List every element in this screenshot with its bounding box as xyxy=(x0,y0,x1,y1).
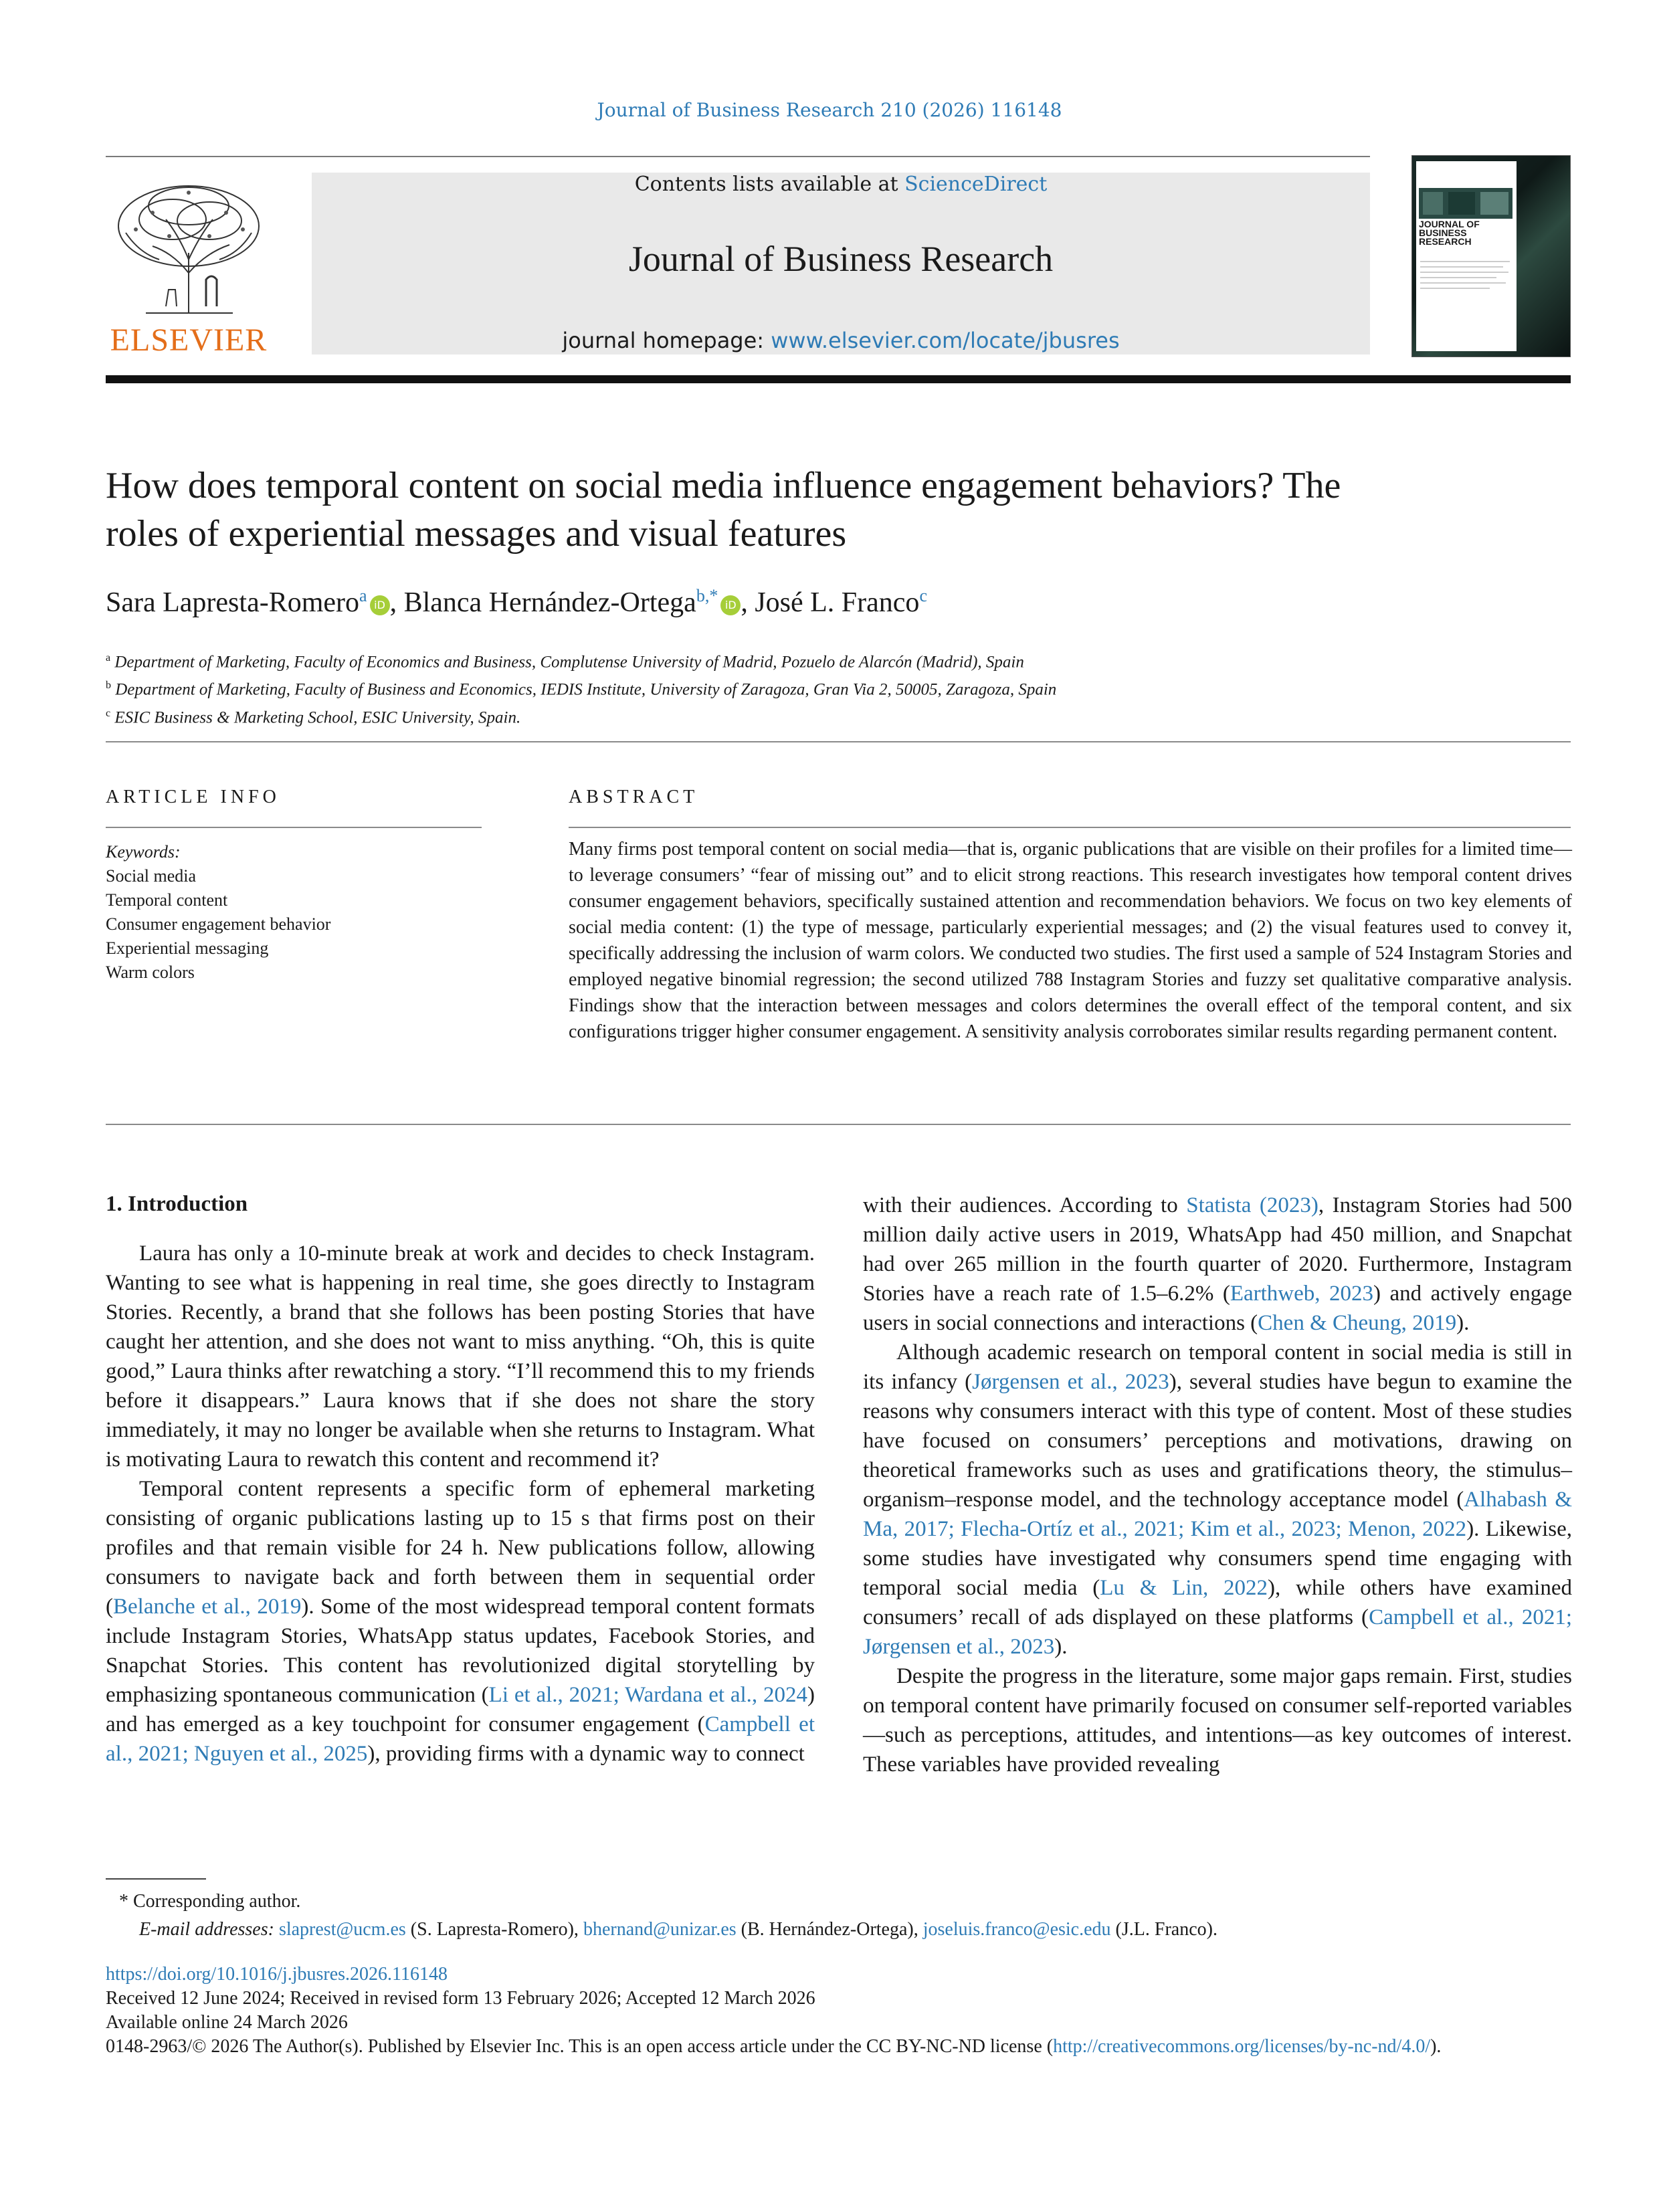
affiliation-item: $^b$ Department of Marketing, Faculty of Business and Economics, IEDIS Institute, University of Zaragoza, Gran Via 2, 50005, Zaragoza, Spain xyxy=(106,680,1057,699)
footnote-rule xyxy=(106,1878,206,1880)
footnote xyxy=(119,1888,1217,1944)
citation-link[interactable]: Alhabash & Ma, 2017; Flecha-Ortíz et al., 2021; Kim et al., 2023; Menon, 2022 xyxy=(863,1488,1572,1541)
author-name[interactable]: Sara Lapresta-Romero xyxy=(106,587,360,618)
author-list: Sara Lapresta-Romero$^a$ iD , Blanca Hernández-Ortega$^{b,*}$ iD , José L. Franco$^c$ xyxy=(106,586,927,618)
contents-line: Contents lists available at ScienceDirect xyxy=(634,173,1048,196)
abstract-text: Many firms post temporal content on social media—that is, organic publications that are visible on their profiles for a limited time—to leverage consumers’ “fear of missing out” and to elicit strong reactions. This research investigates how temporal content drives consumer engagement behaviors, specifically sustained attention and recommendation behaviors. We focus on two key elements of social media content: (1) the type of message, particularly experiential messages; and (2) the visual features used to convey it, specifically addressing the inclusion of warm colors. We conducted two studies. The first used a sample of 524 Instagram Stories and employed negative binomial regression; the second utilized 788 Instagram Stories and fuzzy set qualitative comparative analysis. Findings show that the interaction between messages and colors determines the overall effect of the temporal content, and six configurations trigger higher consumer engagement. A sensitivity analysis corroborates similar results regarding permanent content. xyxy=(569,839,1572,1042)
publication-info xyxy=(106,1963,1571,2059)
paragraph-text: Despite the progress in the literature, some major gaps remain. First, studies on temporal content have primarily focused on consumer self-reported variables—such as perceptions, attitudes, and intentions—as key outcomes of interest. These variables have provided revealing xyxy=(863,1664,1572,1777)
keyword-item: Consumer engagement behavior xyxy=(106,914,331,934)
paragraph-text: ), several studies have begun to examine the reasons why consumers interact with this type of content. Most of these studies have focused on consumers’ perceptions and motivations, drawing on theoretical frameworks such as uses and gratifications theory, the stimulus–organism–response model, and the technology acceptance model ( xyxy=(863,1370,1572,1512)
affiliation-marker[interactable]: c xyxy=(919,586,927,605)
article-title: How does temporal content on social media influence engagement behaviors? The roles of experiential messages and visual features xyxy=(106,465,1341,555)
article-info-rule xyxy=(106,827,482,828)
keyword-item: Temporal content xyxy=(106,890,228,910)
paragraph-text: ). Likewise, some studies have investigated why consumers spend time engaging with temporal social media ( xyxy=(863,1517,1573,1600)
author-name[interactable]: Blanca Hernández-Ortega xyxy=(403,587,696,618)
affiliation-item: $^a$ Department of Marketing, Faculty of Economics and Business, Complutense University of Madrid, Pozuelo de Alarcón (Madrid), Spain xyxy=(106,652,1024,672)
citation-link[interactable]: Chen & Cheung, 2019 xyxy=(1258,1311,1457,1335)
sciencedirect-link[interactable]: ScienceDirect xyxy=(904,173,1048,196)
affiliation-marker[interactable]: a xyxy=(359,586,367,605)
citation-link[interactable]: Jørgensen et al., 2023 xyxy=(972,1370,1169,1394)
abstract-bottom-rule xyxy=(106,1124,1571,1125)
journal-banner xyxy=(312,173,1370,355)
paragraph-text: ), providing firms with a dynamic way to connect xyxy=(367,1742,805,1766)
journal-cover-thumbnail[interactable] xyxy=(1411,155,1571,357)
paragraph-text: , Instagram Stories had 500 million daily active users in 2019, WhatsApp had 450 million, and Snapchat had over 265 million in the fourth quarter of 2020. Furthermore, Instagram Stories have a reach rate of 1.5–6.2% ( xyxy=(863,1193,1572,1306)
paragraph-text: ). Some of the most widespread temporal content formats include Instagram Stories, WhatsApp status updates, Facebook Stories, and Snapchat Stories. This content has revolutionized digital storytelling by emphasizing spontaneous communication ( xyxy=(106,1595,815,1707)
license-statement: 0148-2963/© 2026 The Author(s). Published by Elsevier Inc. This is an open access article under the CC BY-NC-ND license (http://creativecommons.org/licenses/by-nc-nd/4.0/). xyxy=(106,2036,1442,2057)
abstract-heading: ABSTRACT xyxy=(569,787,699,807)
body-right-column xyxy=(863,1191,1572,1779)
affiliation-item: $^c$ ESIC Business & Marketing School, ESIC University, Spain. xyxy=(106,707,521,726)
section-heading-introduction: 1. Introduction xyxy=(106,1192,248,1216)
email-link[interactable]: bhernand@unizar.es xyxy=(583,1919,737,1940)
homepage-link[interactable]: www.elsevier.com/locate/jbusres xyxy=(771,328,1120,353)
orcid-icon[interactable]: iD xyxy=(370,595,390,615)
available-online: Available online 24 March 2026 xyxy=(106,2012,348,2033)
paragraph-text: Laura has only a 10-minute break at work and decides to check Instagram. Wanting to see what is happening in real time, she goes directly to Instagram Stories. Recently, a brand that she follows has been posting Stories that have caught her attention, and she does not want to miss anything. “Oh, this is quite good,” Laura thinks after rewatching a story. “I’ll recommend this to my friends before it disappears.” Laura knows that if she does not share the story immediately, it may no longer be available when she returns to Instagram. What is motivating Laura to rewatch this content and recommend it? xyxy=(106,1241,815,1472)
citation-link[interactable]: Li et al., 2021; Wardana et al., 2024 xyxy=(488,1683,807,1707)
paragraph-text: ) and actively engage users in social connections and interactions ( xyxy=(863,1282,1572,1335)
keyword-item: Social media xyxy=(106,866,197,886)
header-thick-rule xyxy=(106,375,1571,383)
citation-link[interactable]: Belanche et al., 2019 xyxy=(113,1595,302,1619)
body-paragraph xyxy=(106,1239,815,1474)
tree-icon xyxy=(106,173,272,320)
article-info-heading: ARTICLE INFO xyxy=(106,787,280,807)
paragraph-text: ) and has emerged as a key touchpoint for consumer engagement ( xyxy=(106,1683,815,1736)
author-name[interactable]: José L. Franco xyxy=(755,587,920,618)
keyword-item: Warm colors xyxy=(106,963,195,982)
paragraph-text: Although academic research on temporal content in social media is still in its infancy ( xyxy=(863,1340,1572,1394)
journal-title: Journal of Business Research xyxy=(628,239,1054,279)
keyword-item: Experiential messaging xyxy=(106,938,269,958)
affiliations-rule xyxy=(106,741,1571,742)
abstract-rule xyxy=(569,827,1571,828)
header-rule xyxy=(106,156,1370,157)
paragraph-text: ). xyxy=(1054,1635,1068,1659)
email-addresses: E-mail addresses: slaprest@ucm.es (S. Lapresta-Romero), bhernand@unizar.es (B. Hernández-Ortega), joseluis.franco@esic.edu (J.L. Franco). xyxy=(139,1919,1217,1940)
citation-link[interactable]: Earthweb, 2023 xyxy=(1230,1282,1374,1306)
keywords-label: Keywords: xyxy=(106,842,181,862)
citation-link[interactable]: Campbell et al., 2021; Nguyen et al., 2025 xyxy=(106,1712,815,1766)
body-left-column xyxy=(106,1239,815,1769)
email-link[interactable]: slaprest@ucm.es xyxy=(278,1919,406,1940)
body-paragraph xyxy=(106,1474,815,1769)
cover-art xyxy=(1416,161,1517,351)
license-link[interactable]: http://creativecommons.org/licenses/by-nc-nd/4.0/ xyxy=(1053,2036,1431,2057)
body-paragraph xyxy=(863,1662,1572,1779)
cover-title: JOURNAL OF BUSINESS RESEARCH xyxy=(1419,219,1480,247)
citation-link[interactable]: Statista (2023) xyxy=(1186,1193,1319,1217)
email-link[interactable]: joseluis.franco@esic.edu xyxy=(922,1919,1111,1940)
affiliation-marker[interactable]: b,* xyxy=(696,586,718,605)
body-paragraph xyxy=(863,1338,1572,1662)
homepage-line: journal homepage: www.elsevier.com/locate/jbusres xyxy=(562,328,1120,353)
paragraph-text: ), while others have examined consumers’ recall of ads displayed on these platforms ( xyxy=(863,1576,1572,1629)
doi-link[interactable]: https://doi.org/10.1016/j.jbusres.2026.116148 xyxy=(106,1964,448,1985)
elsevier-wordmark: ELSEVIER xyxy=(110,322,268,358)
citation-link[interactable]: Lu & Lin, 2022 xyxy=(1100,1576,1268,1600)
journal-citation[interactable]: Journal of Business Research 210 (2026) 116148 xyxy=(597,99,1062,121)
elsevier-logo[interactable] xyxy=(106,173,272,359)
orcid-icon[interactable]: iD xyxy=(720,595,741,615)
paragraph-text: Temporal content represents a specific form of ephemeral marketing consisting of organic publications lasting up to 15 s that firms post on their profiles and that remain visible for 24 h. New publications follow, allowing consumers to navigate back and forth between them in sequential order ( xyxy=(106,1477,815,1619)
received-dates: Received 12 June 2024; Received in revised form 13 February 2026; Accepted 12 March 2026 xyxy=(106,1988,815,2009)
paragraph-text: ). xyxy=(1456,1311,1470,1335)
keywords-block xyxy=(106,840,330,985)
body-paragraph xyxy=(863,1191,1572,1338)
affiliations xyxy=(106,646,1056,729)
paragraph-text: with their audiences. According to xyxy=(863,1193,1187,1217)
corresponding-author-note: * Corresponding author. xyxy=(119,1891,301,1912)
citation-link[interactable]: Campbell et al., 2021; Jørgensen et al., 2023 xyxy=(863,1605,1573,1659)
